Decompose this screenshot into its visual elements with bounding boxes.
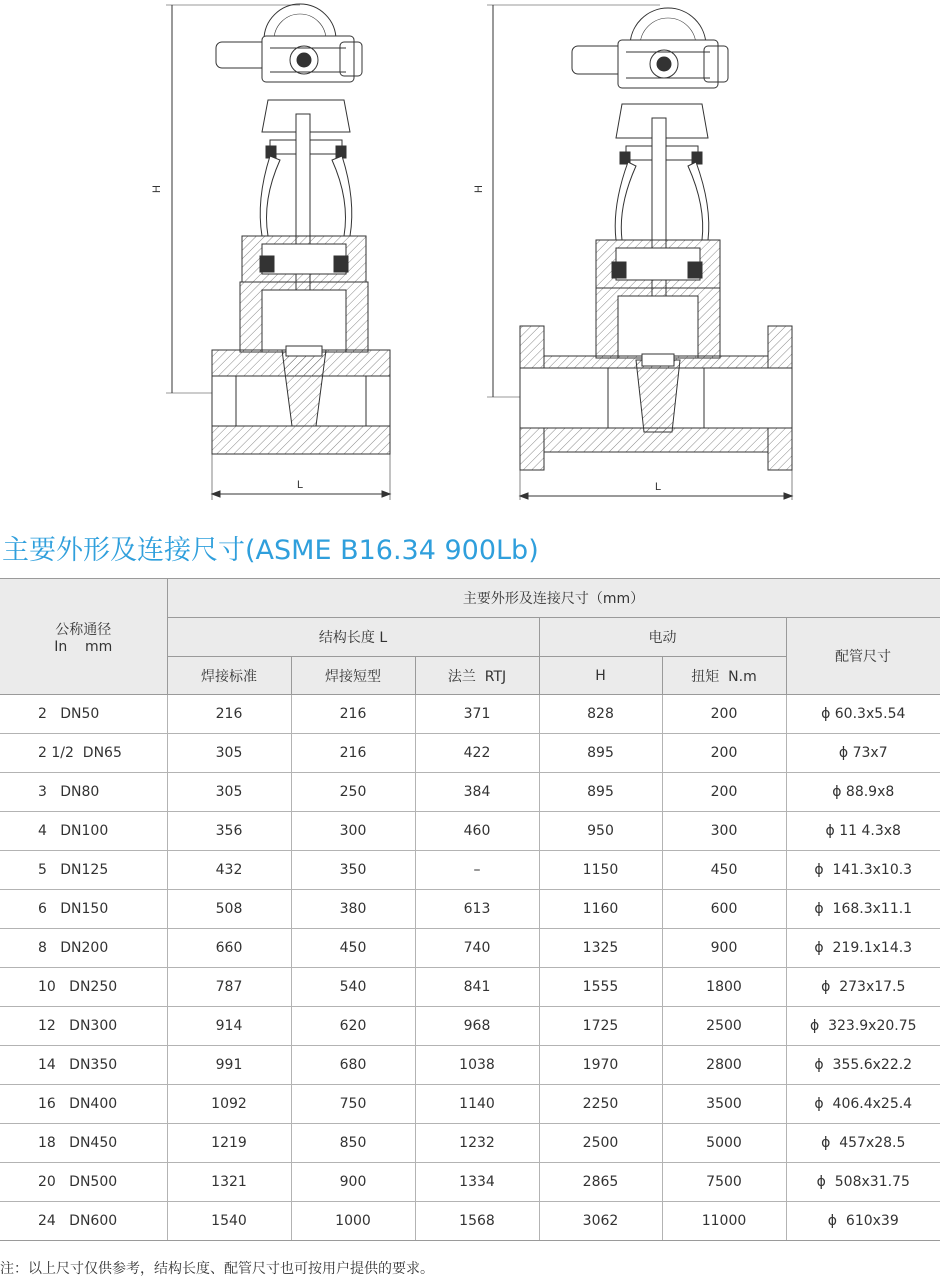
flange-rtj-cell: 422 (415, 734, 539, 773)
height-label-left: H (151, 185, 163, 193)
weld-standard-cell: 432 (167, 851, 291, 890)
height-cell: 950 (539, 812, 662, 851)
weld-short-cell: 216 (291, 734, 415, 773)
weld-standard-cell: 508 (167, 890, 291, 929)
nominal-size-cell: 5 DN125 (0, 851, 167, 890)
dimension-table (0, 578, 940, 1241)
weld-short-cell: 620 (291, 1007, 415, 1046)
torque-cell: 7500 (662, 1163, 786, 1202)
pipe-size-cell: ϕ 610x39 (786, 1202, 940, 1241)
pipe-size-cell: ϕ 508x31.75 (786, 1163, 940, 1202)
height-cell: 1325 (539, 929, 662, 968)
nominal-size-cell: 6 DN150 (0, 890, 167, 929)
flange-rtj-cell: 1038 (415, 1046, 539, 1085)
weld-standard-cell: 787 (167, 968, 291, 1007)
flanged-valve-drawing (487, 5, 792, 500)
electric-header: 电动 (539, 618, 786, 657)
torque-cell: 3500 (662, 1085, 786, 1124)
pipe-size-cell: ϕ 323.9x20.75 (786, 1007, 940, 1046)
length-label-left: L (297, 479, 304, 491)
table-row (0, 890, 940, 929)
height-label-right: H (473, 185, 485, 193)
weld-short-cell: 900 (291, 1163, 415, 1202)
flange-rtj-cell: 841 (415, 968, 539, 1007)
page-title: 主要外形及连接尺寸(ASME B16.34 900Lb) (2, 535, 539, 566)
nominal-size-header (0, 579, 167, 695)
torque-cell: 11000 (662, 1202, 786, 1241)
pipe-size-cell: ϕ 219.1x14.3 (786, 929, 940, 968)
pipe-size-header: 配管尺寸 (786, 618, 940, 695)
torque-cell: 450 (662, 851, 786, 890)
weld-standard-cell: 216 (167, 695, 291, 734)
torque-cell: 1800 (662, 968, 786, 1007)
weld-short-header: 焊接短型 (291, 657, 415, 695)
table-row (0, 968, 940, 1007)
height-cell: 1725 (539, 1007, 662, 1046)
nominal-size-cell: 2 DN50 (0, 695, 167, 734)
pipe-size-cell: ϕ 141.3x10.3 (786, 851, 940, 890)
torque-cell: 900 (662, 929, 786, 968)
weld-standard-cell: 914 (167, 1007, 291, 1046)
weld-standard-cell: 1540 (167, 1202, 291, 1241)
flange-rtj-cell: 968 (415, 1007, 539, 1046)
table-row (0, 812, 940, 851)
torque-cell: 600 (662, 890, 786, 929)
height-cell: 2865 (539, 1163, 662, 1202)
table-row (0, 773, 940, 812)
pipe-size-cell: ϕ 406.4x25.4 (786, 1085, 940, 1124)
torque-cell: 200 (662, 773, 786, 812)
table-row (0, 1007, 940, 1046)
weld-short-cell: 300 (291, 812, 415, 851)
weld-standard-header: 焊接标准 (167, 657, 291, 695)
weld-short-cell: 380 (291, 890, 415, 929)
nominal-size-cell: 10 DN250 (0, 968, 167, 1007)
height-cell: 1970 (539, 1046, 662, 1085)
torque-cell: 5000 (662, 1124, 786, 1163)
table-row (0, 1085, 940, 1124)
torque-cell: 2800 (662, 1046, 786, 1085)
pipe-size-cell: ϕ 11 4.3x8 (786, 812, 940, 851)
table-row (0, 929, 940, 968)
flange-rtj-cell: 371 (415, 695, 539, 734)
torque-cell: 2500 (662, 1007, 786, 1046)
torque-cell: 300 (662, 812, 786, 851)
valve-drawings (0, 0, 940, 515)
weld-short-cell: 1000 (291, 1202, 415, 1241)
nominal-size-cell: 12 DN300 (0, 1007, 167, 1046)
footnote: 注：以上尺寸仅供参考，结构长度、配管尺寸也可按用户提供的要求。 (0, 1261, 434, 1277)
flange-rtj-cell: 740 (415, 929, 539, 968)
height-header: H (539, 657, 662, 695)
height-cell: 1555 (539, 968, 662, 1007)
weld-end-valve-drawing (166, 4, 390, 500)
table-row (0, 1202, 940, 1241)
flange-rtj-cell: 1334 (415, 1163, 539, 1202)
flange-rtj-cell: 613 (415, 890, 539, 929)
height-cell: 1150 (539, 851, 662, 890)
height-cell: 1160 (539, 890, 662, 929)
table-row (0, 1124, 940, 1163)
height-cell: 3062 (539, 1202, 662, 1241)
flange-rtj-cell: 460 (415, 812, 539, 851)
height-cell: 895 (539, 734, 662, 773)
flange-rtj-header: 法兰 RTJ (415, 657, 539, 695)
pipe-size-cell: ϕ 73x7 (786, 734, 940, 773)
nominal-size-label: 公称通径 (55, 621, 112, 638)
flange-rtj-cell: – (415, 851, 539, 890)
nominal-size-cell: 8 DN200 (0, 929, 167, 968)
weld-short-cell: 850 (291, 1124, 415, 1163)
nominal-size-cell: 18 DN450 (0, 1124, 167, 1163)
weld-standard-cell: 305 (167, 773, 291, 812)
flange-rtj-cell: 1232 (415, 1124, 539, 1163)
torque-cell: 200 (662, 695, 786, 734)
height-cell: 828 (539, 695, 662, 734)
table-body (0, 695, 940, 1241)
weld-short-cell: 750 (291, 1085, 415, 1124)
pipe-size-cell: ϕ 457x28.5 (786, 1124, 940, 1163)
flange-rtj-cell: 1140 (415, 1085, 539, 1124)
height-cell: 2250 (539, 1085, 662, 1124)
flange-rtj-cell: 1568 (415, 1202, 539, 1241)
table-row (0, 1046, 940, 1085)
nominal-size-units: In mm (54, 638, 113, 655)
weld-short-cell: 216 (291, 695, 415, 734)
height-cell: 895 (539, 773, 662, 812)
weld-standard-cell: 305 (167, 734, 291, 773)
pipe-size-cell: ϕ 273x17.5 (786, 968, 940, 1007)
table-row (0, 1163, 940, 1202)
weld-short-cell: 540 (291, 968, 415, 1007)
table-row (0, 695, 940, 734)
weld-standard-cell: 1321 (167, 1163, 291, 1202)
weld-standard-cell: 1219 (167, 1124, 291, 1163)
nominal-size-cell: 16 DN400 (0, 1085, 167, 1124)
torque-header: 扭矩 N.m (662, 657, 786, 695)
nominal-size-cell: 3 DN80 (0, 773, 167, 812)
weld-short-cell: 350 (291, 851, 415, 890)
nominal-size-cell: 2 1/2 DN65 (0, 734, 167, 773)
pipe-size-cell: ϕ 60.3x5.54 (786, 695, 940, 734)
nominal-size-cell: 24 DN600 (0, 1202, 167, 1241)
length-header: 结构长度 L (167, 618, 539, 657)
weld-standard-cell: 356 (167, 812, 291, 851)
table-row (0, 734, 940, 773)
weld-short-cell: 450 (291, 929, 415, 968)
table-row (0, 851, 940, 890)
pipe-size-cell: ϕ 88.9x8 (786, 773, 940, 812)
flange-rtj-cell: 384 (415, 773, 539, 812)
weld-standard-cell: 991 (167, 1046, 291, 1085)
pipe-size-cell: ϕ 355.6x22.2 (786, 1046, 940, 1085)
weld-standard-cell: 1092 (167, 1085, 291, 1124)
group-header: 主要外形及连接尺寸（mm） (167, 579, 940, 618)
height-cell: 2500 (539, 1124, 662, 1163)
nominal-size-cell: 20 DN500 (0, 1163, 167, 1202)
nominal-size-cell: 4 DN100 (0, 812, 167, 851)
weld-short-cell: 250 (291, 773, 415, 812)
weld-short-cell: 680 (291, 1046, 415, 1085)
weld-standard-cell: 660 (167, 929, 291, 968)
torque-cell: 200 (662, 734, 786, 773)
pipe-size-cell: ϕ 168.3x11.1 (786, 890, 940, 929)
nominal-size-cell: 14 DN350 (0, 1046, 167, 1085)
length-label-right: L (655, 481, 662, 493)
